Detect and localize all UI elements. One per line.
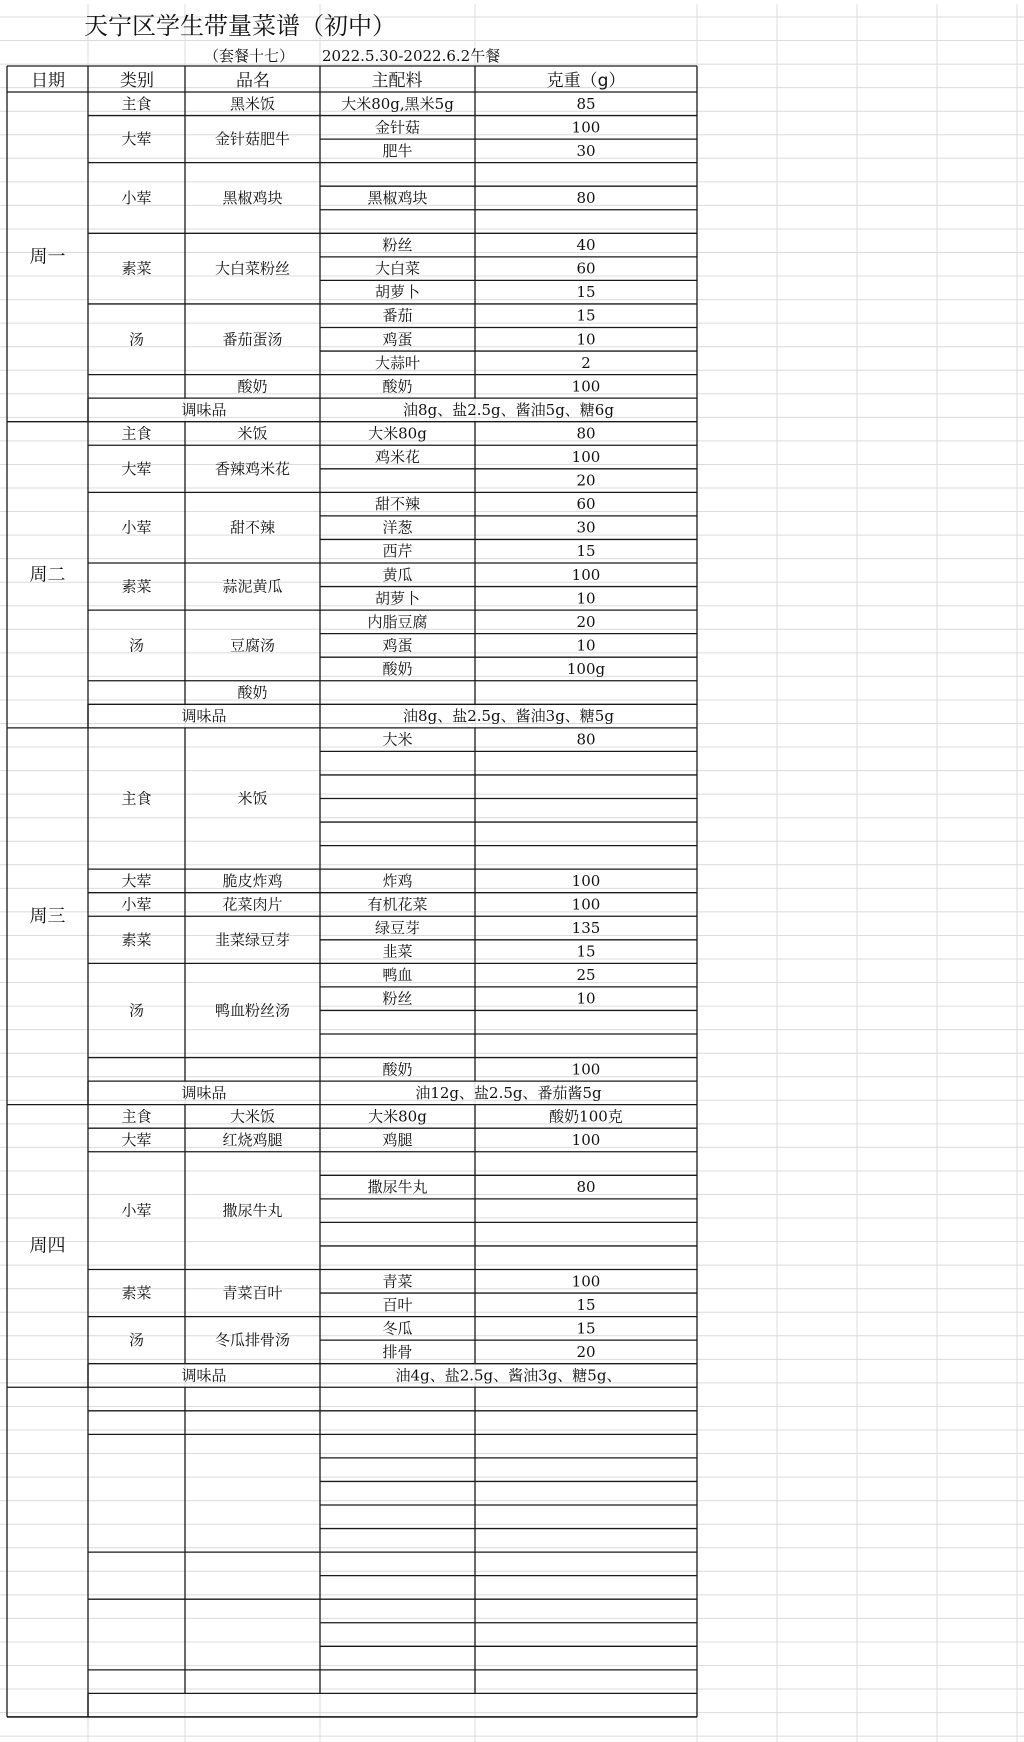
ingredient-cell: 酸奶 xyxy=(382,659,413,678)
ingredient-cell: 鸡腿 xyxy=(382,1130,413,1149)
ingredient-cell: 胡萝卜 xyxy=(374,283,421,302)
weight-cell: 100 xyxy=(571,895,601,914)
ingredient-cell: 西芹 xyxy=(382,542,413,561)
dish-name-cell: 香辣鸡米花 xyxy=(214,459,291,478)
weight-cell: 10 xyxy=(576,636,596,655)
header-weight: 克重（g） xyxy=(546,71,626,91)
seasoning-label-cell: 调味品 xyxy=(181,1366,227,1385)
dish-name-cell: 青菜百叶 xyxy=(222,1284,283,1303)
ingredient-cell: 胡萝卜 xyxy=(374,589,421,608)
weight-cell: 100g xyxy=(566,659,606,678)
ingredient-cell: 鸡蛋 xyxy=(382,636,413,655)
weight-cell: 25 xyxy=(576,966,596,985)
weight-cell: 20 xyxy=(576,471,596,490)
ingredient-cell: 甜不辣 xyxy=(374,495,421,514)
category-cell: 小荤 xyxy=(121,895,152,914)
day-label-cell: 周三 xyxy=(29,905,66,927)
dish-name-cell: 撒尿牛丸 xyxy=(222,1201,283,1220)
ingredient-cell: 番茄 xyxy=(382,306,413,325)
weight-cell: 100 xyxy=(571,565,601,584)
ingredient-cell: 百叶 xyxy=(382,1295,413,1314)
weight-cell: 85 xyxy=(576,94,596,113)
category-cell: 素菜 xyxy=(121,259,152,278)
day-label-cell: 周四 xyxy=(29,1235,66,1257)
dish-name-cell: 黑米饭 xyxy=(229,94,276,113)
menu-set-label: （套餐十七） xyxy=(204,47,295,65)
weight-cell: 酸奶100克 xyxy=(549,1107,623,1126)
header-ingredients: 主配料 xyxy=(371,71,423,91)
weight-cell: 60 xyxy=(576,259,596,278)
ingredient-cell: 大蒜叶 xyxy=(374,353,421,372)
ingredient-cell: 大米80g xyxy=(368,424,427,443)
weight-cell: 80 xyxy=(576,730,596,749)
ingredient-cell: 大白菜 xyxy=(374,259,421,278)
ingredient-cell: 粉丝 xyxy=(382,236,413,255)
ingredient-cell: 炸鸡 xyxy=(382,871,413,890)
ingredient-cell: 黑椒鸡块 xyxy=(367,188,428,207)
dish-name-cell: 米饭 xyxy=(237,424,268,443)
weight-cell: 100 xyxy=(571,1130,601,1149)
day-label-cell: 周一 xyxy=(29,246,66,268)
ingredient-cell: 肥牛 xyxy=(382,141,413,160)
ingredient-cell: 韭菜 xyxy=(382,942,413,961)
seasoning-value-cell: 油8g、盐2.5g、酱油3g、糖5g xyxy=(403,707,614,726)
category-cell: 主食 xyxy=(121,1107,152,1126)
dish-name-cell: 米饭 xyxy=(237,789,268,808)
weight-cell: 30 xyxy=(576,141,596,160)
ingredient-cell: 鸡米花 xyxy=(374,448,421,467)
category-cell: 小荤 xyxy=(121,188,152,207)
dish-name-cell: 金针菇肥牛 xyxy=(214,130,291,149)
weight-cell: 80 xyxy=(576,424,596,443)
ingredient-cell: 排骨 xyxy=(382,1342,413,1361)
seasoning-value-cell: 油8g、盐2.5g、酱油5g、糖6g xyxy=(403,400,614,419)
category-cell: 素菜 xyxy=(121,577,152,596)
category-cell: 汤 xyxy=(128,1001,145,1020)
seasoning-label-cell: 调味品 xyxy=(181,400,227,419)
ingredient-cell: 黄瓜 xyxy=(382,565,413,584)
ingredient-cell: 撒尿牛丸 xyxy=(367,1178,428,1197)
dish-name-cell: 酸奶 xyxy=(237,683,268,702)
header-category: 类别 xyxy=(120,71,154,91)
menu-table xyxy=(30,95,623,1385)
header-dish-name: 品名 xyxy=(236,71,270,91)
category-cell: 大荤 xyxy=(121,871,152,890)
ingredient-cell: 内脂豆腐 xyxy=(367,612,428,631)
ingredient-cell: 洋葱 xyxy=(382,518,413,537)
weight-cell: 40 xyxy=(576,236,596,255)
category-cell: 汤 xyxy=(128,1331,145,1350)
weight-cell: 2 xyxy=(581,353,591,372)
ingredient-cell: 有机花菜 xyxy=(367,895,428,914)
ingredient-cell: 大米 xyxy=(382,730,413,749)
weight-cell: 60 xyxy=(576,495,596,514)
header-date: 日期 xyxy=(31,71,65,91)
weight-cell: 10 xyxy=(576,330,596,349)
weight-cell: 10 xyxy=(576,589,596,608)
ingredient-cell: 冬瓜 xyxy=(382,1319,413,1338)
weight-cell: 15 xyxy=(576,942,596,961)
ingredient-cell: 绿豆芽 xyxy=(374,919,421,938)
category-cell: 主食 xyxy=(121,789,152,808)
category-cell: 大荤 xyxy=(121,1130,152,1149)
seasoning-label-cell: 调味品 xyxy=(181,707,227,726)
category-cell: 小荤 xyxy=(121,1201,152,1220)
ingredient-cell: 青菜 xyxy=(382,1272,413,1291)
weight-cell: 15 xyxy=(576,1295,596,1314)
weight-cell: 80 xyxy=(576,188,596,207)
dish-name-cell: 红烧鸡腿 xyxy=(222,1130,283,1149)
category-cell: 汤 xyxy=(128,636,145,655)
weight-cell: 20 xyxy=(576,1342,596,1361)
weight-cell: 100 xyxy=(571,448,601,467)
ingredient-cell: 粉丝 xyxy=(382,989,413,1008)
dish-name-cell: 冬瓜排骨汤 xyxy=(214,1331,291,1350)
ingredient-cell: 酸奶 xyxy=(382,1060,413,1079)
dish-name-cell: 鸭血粉丝汤 xyxy=(214,1001,291,1020)
category-cell: 汤 xyxy=(128,330,145,349)
dish-name-cell: 豆腐汤 xyxy=(229,636,276,655)
weight-cell: 15 xyxy=(576,1319,596,1338)
weight-cell: 30 xyxy=(576,518,596,537)
ingredient-cell: 鸡蛋 xyxy=(382,330,413,349)
ingredient-cell: 酸奶 xyxy=(382,377,413,396)
weight-cell: 100 xyxy=(571,1272,601,1291)
weight-cell: 10 xyxy=(576,989,596,1008)
dish-name-cell: 花菜肉片 xyxy=(222,895,283,914)
seasoning-label-cell: 调味品 xyxy=(181,1083,227,1102)
ingredient-cell: 金针菇 xyxy=(374,118,421,137)
category-cell: 小荤 xyxy=(121,518,152,537)
category-cell: 主食 xyxy=(121,424,152,443)
day-label-cell: 周二 xyxy=(29,564,66,586)
page-title: 天宁区学生带量菜谱（初中） xyxy=(84,12,396,40)
seasoning-value-cell: 油12g、盐2.5g、番茄酱5g xyxy=(415,1083,602,1102)
dish-name-cell: 蒜泥黄瓜 xyxy=(222,577,283,596)
dish-name-cell: 韭菜绿豆芽 xyxy=(214,930,291,949)
category-cell: 素菜 xyxy=(121,930,152,949)
dish-name-cell: 大白菜粉丝 xyxy=(214,259,291,278)
category-cell: 大荤 xyxy=(121,130,152,149)
weight-cell: 15 xyxy=(576,542,596,561)
weight-cell: 135 xyxy=(571,919,601,938)
dish-name-cell: 大米饭 xyxy=(229,1107,276,1126)
weight-cell: 100 xyxy=(571,871,601,890)
category-cell: 大荤 xyxy=(121,459,152,478)
weight-cell: 80 xyxy=(576,1178,596,1197)
weight-cell: 20 xyxy=(576,612,596,631)
ingredient-cell: 大米80g xyxy=(368,1107,427,1126)
dish-name-cell: 脆皮炸鸡 xyxy=(222,871,283,890)
category-cell: 主食 xyxy=(121,94,152,113)
dish-name-cell: 黑椒鸡块 xyxy=(222,188,283,207)
dish-name-cell: 甜不辣 xyxy=(229,518,276,537)
ingredient-cell: 鸭血 xyxy=(382,966,413,985)
seasoning-value-cell: 油4g、盐2.5g、酱油3g、糖5g、 xyxy=(395,1366,622,1385)
dish-name-cell: 酸奶 xyxy=(237,377,268,396)
category-cell: 素菜 xyxy=(121,1284,152,1303)
weight-cell: 15 xyxy=(576,306,596,325)
weight-cell: 100 xyxy=(571,377,601,396)
menu-date-range: 2022.5.30-2022.6.2午餐 xyxy=(322,47,501,65)
ingredient-cell: 大米80g,黑米5g xyxy=(341,94,454,113)
dish-name-cell: 番茄蛋汤 xyxy=(222,330,283,349)
weight-cell: 100 xyxy=(571,1060,601,1079)
weight-cell: 100 xyxy=(571,118,601,137)
weight-cell: 15 xyxy=(576,283,596,302)
